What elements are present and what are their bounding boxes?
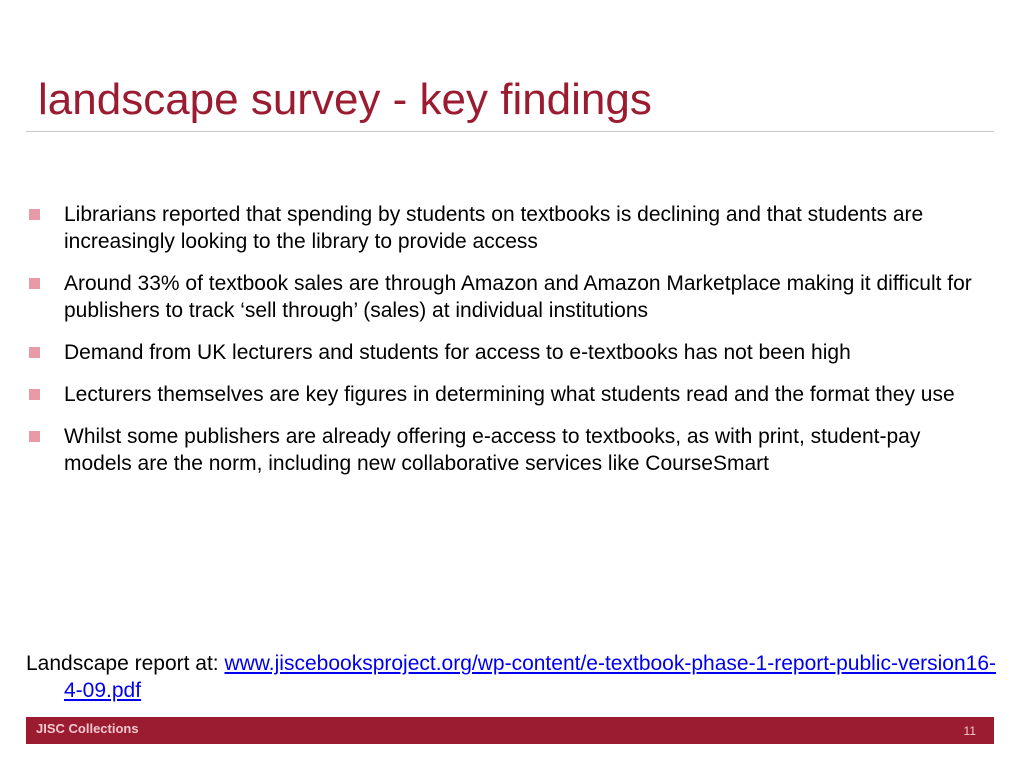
finding-item [26, 423, 986, 477]
finding-text: Lecturers themselves are key figures in determining what students read and the format they use [64, 383, 955, 406]
finding-item [26, 201, 986, 255]
findings-list [26, 201, 986, 492]
finding-text: Around 33% of textbook sales are through Amazon and Amazon Marketplace making it difficult for publishers to track ‘sell through’ (sales) at individual institutions [64, 272, 972, 322]
square-bullet-icon [29, 347, 40, 358]
report-reference [26, 650, 1014, 704]
footer-bar [26, 717, 994, 744]
square-bullet-icon [29, 431, 40, 442]
finding-text: Librarians reported that spending by students on textbooks is declining and that students are increasingly looking to the library to provide access [64, 203, 924, 253]
square-bullet-icon [29, 209, 40, 220]
finding-item [26, 270, 986, 324]
finding-text: Demand from UK lecturers and students for access to e-textbooks has not been high [64, 341, 851, 364]
report-label: Landscape report at: [26, 652, 225, 675]
finding-item [26, 381, 986, 408]
finding-item [26, 339, 986, 366]
title-divider [26, 131, 994, 132]
slide-title: landscape survey - key findings [38, 75, 652, 124]
square-bullet-icon [29, 278, 40, 289]
report-link[interactable]: www.jiscebooksproject.org/wp-content/e-textbook-phase-1-report-public-version16-4-09.pdf [64, 652, 996, 702]
footer-brand: JISC Collections [36, 721, 139, 736]
finding-text: Whilst some publishers are already offering e-access to textbooks, as with print, student-pay models are the norm, including new collaborative services like CourseSmart [64, 425, 921, 475]
page-number: 11 [963, 724, 976, 738]
square-bullet-icon [29, 389, 40, 400]
